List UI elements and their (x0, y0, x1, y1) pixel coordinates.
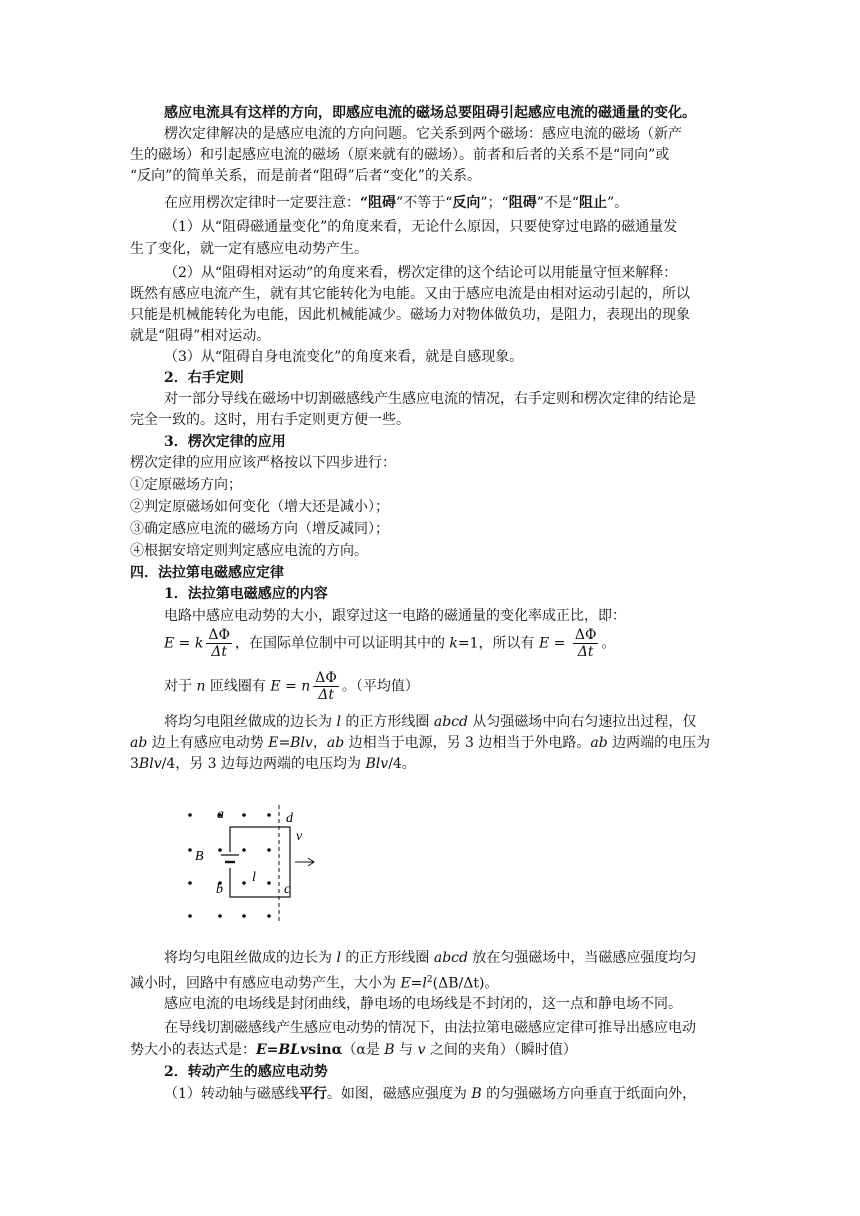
label-d: d (286, 811, 293, 826)
sym-abcd: abcd (433, 714, 468, 730)
t: 的正方形线圈 (340, 714, 434, 730)
fraction-denominator: Δt (577, 644, 594, 660)
eq2-pre: 对于 (164, 678, 197, 695)
note-bold-3: 阻碍 (508, 195, 537, 211)
paragraph-lenz-explanation-line1: 楞次定律解决的是感应电流的方向问题。它关系到两个磁场：感应电流的磁场（新产 (164, 126, 682, 142)
equation-n-turns (164, 670, 419, 703)
sym-ab: ab (130, 735, 148, 751)
heading-rotational-emf: 2．转动产生的感应电动势 (164, 1064, 328, 1080)
t: (ΔB/Δt)。 (432, 975, 499, 992)
fraction-n-dphi-dt (313, 670, 339, 703)
step-4: ④根据安培定则判定感应电流的方向。 (130, 543, 368, 559)
t: 边两端的电压为 (607, 735, 711, 751)
fraction-denominator: Δt (211, 644, 228, 660)
fraction-numerator: ΔΦ (315, 670, 337, 686)
note-text-4: ”不是“ (536, 195, 580, 211)
eq-text-1: ，在国际单位制中可以证明其中的 (234, 635, 450, 652)
paragraph-right-hand-line1: 对一部分导线在磁场中切割磁感线产生感应电流的情况，右手定则和楞次定律的结论是 (164, 391, 696, 407)
label-v: v (296, 829, 303, 844)
t: 的正方形线圈 (340, 950, 434, 966)
paragraph-square-coil-line2 (130, 733, 710, 753)
t: （α是 (342, 1042, 385, 1058)
t: 放在匀强磁场中，当磁感应强度均匀 (467, 950, 697, 966)
t: 3 (130, 756, 139, 772)
sym-B: B (471, 1086, 482, 1102)
eq2-equals: = (280, 678, 302, 695)
note-bold-2: 反向 (452, 195, 481, 211)
heading-faraday-content: 1．法拉第电磁感应的内容 (164, 586, 328, 602)
paragraph-faraday-statement: 电路中感应电动势的大小，跟穿过这一电路的磁通量的变化率成正比，即： (164, 608, 626, 624)
paragraph-point3: （3）从“阻碍自身电流变化”的角度来看，就是自感现象。 (164, 349, 524, 365)
eq-text-2: =1，所以有 (457, 635, 539, 652)
t: 势大小的表达式是： (130, 1042, 256, 1058)
t: /4，另 3 边每边两端的电压均为 (161, 756, 366, 772)
sym-l: l (336, 714, 341, 730)
t: 与 (394, 1042, 418, 1058)
t: （1）转动轴与磁感线 (164, 1086, 299, 1102)
note-text-1: 在应用楞次定律时一定要注意： (164, 195, 360, 211)
step-3: ③确定感应电流的磁场方向（增反减同）； (130, 521, 389, 537)
fraction-denominator: Δt (318, 687, 334, 703)
t: 将均匀电阻丝做成的边长为 (164, 950, 337, 966)
t: 边相当于电源，另 3 边相当于外电路。 (344, 735, 591, 751)
paragraph-lenz-explanation-line3: “反向”的简单关系，而是前者“阻碍”后者“变化”的关系。 (130, 168, 481, 184)
t: 边上有感应电动势 (147, 735, 269, 751)
paragraph-lenz-note (164, 193, 628, 213)
sym-v: v (417, 1042, 426, 1058)
equation-faraday-k (164, 627, 615, 660)
note-text-2: ”不等于“ (396, 195, 453, 211)
heading-faraday-law: 四．法拉第电磁感应定律 (130, 565, 284, 581)
note-bold-1: “阻碍 (360, 195, 397, 211)
paragraph-right-hand-line2: 完全一致的。这时，用右手定则更方便一些。 (130, 412, 410, 428)
paragraph-point2-line3: 只能是机械能转化为电能，因此机械能减少。磁场力对物体做负功，是阻力，表现出的现象 (130, 307, 690, 323)
paragraph-point2-line2: 既然有感应电流产生，就有其它能转化为电能。又由于感应电流是由相对运动引起的，所以 (130, 286, 690, 302)
t: 之间的夹角）（瞬时值） (425, 1042, 577, 1058)
formula-sin-alpha: sinα (308, 1042, 343, 1058)
step-1: ①定原磁场方向； (130, 477, 242, 493)
sym-E-Blv: E=Blv (268, 735, 313, 751)
eq-equals: = (174, 635, 195, 652)
eq-symbol-E: E (164, 635, 175, 652)
paragraph-induced-field-lines: 感应电流的电场线是封闭曲线，静电场的电场线是不封闭的，这一点和静电场不同。 (164, 996, 682, 1012)
coil-in-magnetic-field-figure (175, 800, 335, 930)
label-c: c (284, 882, 291, 897)
eq-symbol-k: k (194, 635, 204, 652)
eq2-symbol-n: n (196, 678, 206, 695)
paragraph-point2-line4: 就是“阻碍”相对运动。 (130, 328, 271, 344)
paragraph-point1-line1: （1）从“阻碍磁通量变化”的角度来看，无论什么原因，只要使穿过电路的磁通量发 (164, 219, 678, 235)
sym-E-l: E=l (400, 975, 427, 992)
paragraph-cutting-emf-line1: 在导线切割磁感线产生感应电动势的情况下，由法拉第电磁感应定律可推导出感应电动 (164, 1020, 696, 1036)
fraction-numerator: ΔΦ (574, 627, 597, 643)
paragraph-lenz-explanation-line2: 生的磁场）和引起感应电流的磁场（原来就有的磁场）。前者和后者的关系不是“同向”或 (130, 147, 670, 163)
sym-ab: ab (326, 735, 345, 751)
label-a: a (217, 807, 224, 822)
eq2-mid: 匝线圈有 (205, 678, 271, 695)
sym-Blv: Blv (365, 756, 389, 772)
paragraph-decreasing-field-line1 (164, 948, 696, 968)
fraction-dphi-dt-2 (573, 627, 599, 660)
eq2-post: 。（平均值） (341, 678, 419, 695)
label-l: l (252, 870, 256, 885)
t: 将均匀电阻丝做成的边长为 (164, 714, 337, 730)
heading-right-hand-rule: 2．右手定则 (164, 370, 244, 386)
t: 从匀强磁场中向右匀速拉出过程，仅 (467, 714, 697, 730)
paragraph-square-coil-line3 (130, 754, 416, 774)
t: ， (312, 735, 327, 751)
paragraph-point1-line2: 生了变化，就一定有感应电动势产生。 (130, 241, 368, 257)
paragraph-decreasing-field-line2 (130, 970, 498, 994)
eq2-symbol-E: E (270, 678, 281, 695)
t: 的匀强磁场方向垂直于纸面向外， (481, 1086, 697, 1102)
paragraph-point2-line1: （2）从“阻碍相对运动”的角度来看，楞次定律的这个结论可以用能量守恒来解释： (164, 265, 678, 281)
square-coil (230, 827, 290, 897)
paragraph-cutting-emf-line2 (130, 1040, 577, 1060)
t: /4。 (388, 756, 416, 772)
eq-end: 。 (601, 635, 616, 652)
sym-l: l (336, 950, 341, 966)
formula-E-BLv: E=BLv (256, 1042, 309, 1058)
label-B: B (195, 849, 204, 864)
heading-lenz-application: 3．楞次定律的应用 (164, 434, 286, 450)
fraction-numerator: ΔΦ (208, 627, 230, 643)
eq-symbol-E2: E (538, 635, 550, 652)
sym-ab: ab (590, 735, 608, 751)
note-text-5: ”。 (607, 195, 629, 211)
bold-parallel: 平行 (298, 1086, 327, 1102)
paragraph-square-coil-line1 (164, 712, 696, 732)
note-text-3: ”；“ (480, 195, 509, 211)
eq-equals-2: = (549, 635, 570, 652)
eq2-symbol-n2: n (301, 678, 311, 695)
superscript-2: 2 (426, 975, 433, 985)
sym-abcd: abcd (433, 950, 468, 966)
sym-Blv: Blv (138, 756, 162, 772)
t: 减小时，回路中有感应电动势产生，大小为 (130, 975, 401, 992)
t: 。如图，磁感应强度为 (326, 1086, 472, 1102)
eq-symbol-k2: k (449, 635, 458, 652)
label-b: b (216, 882, 223, 897)
paragraph-rotation-axis-parallel (164, 1084, 696, 1104)
sym-B: B (384, 1042, 395, 1058)
paragraph-four-steps: 楞次定律的应用应该严格按以下四步进行： (130, 455, 396, 471)
fraction-dphi-dt (206, 627, 232, 660)
note-bold-4: 阻止 (579, 195, 608, 211)
paragraph-lenz-direction: 感应电流具有这样的方向，即感应电流的磁场总要阻碍引起感应电流的磁通量的变化。 (164, 105, 696, 121)
step-2: ②判定原磁场如何变化（增大还是减小）； (130, 499, 389, 515)
